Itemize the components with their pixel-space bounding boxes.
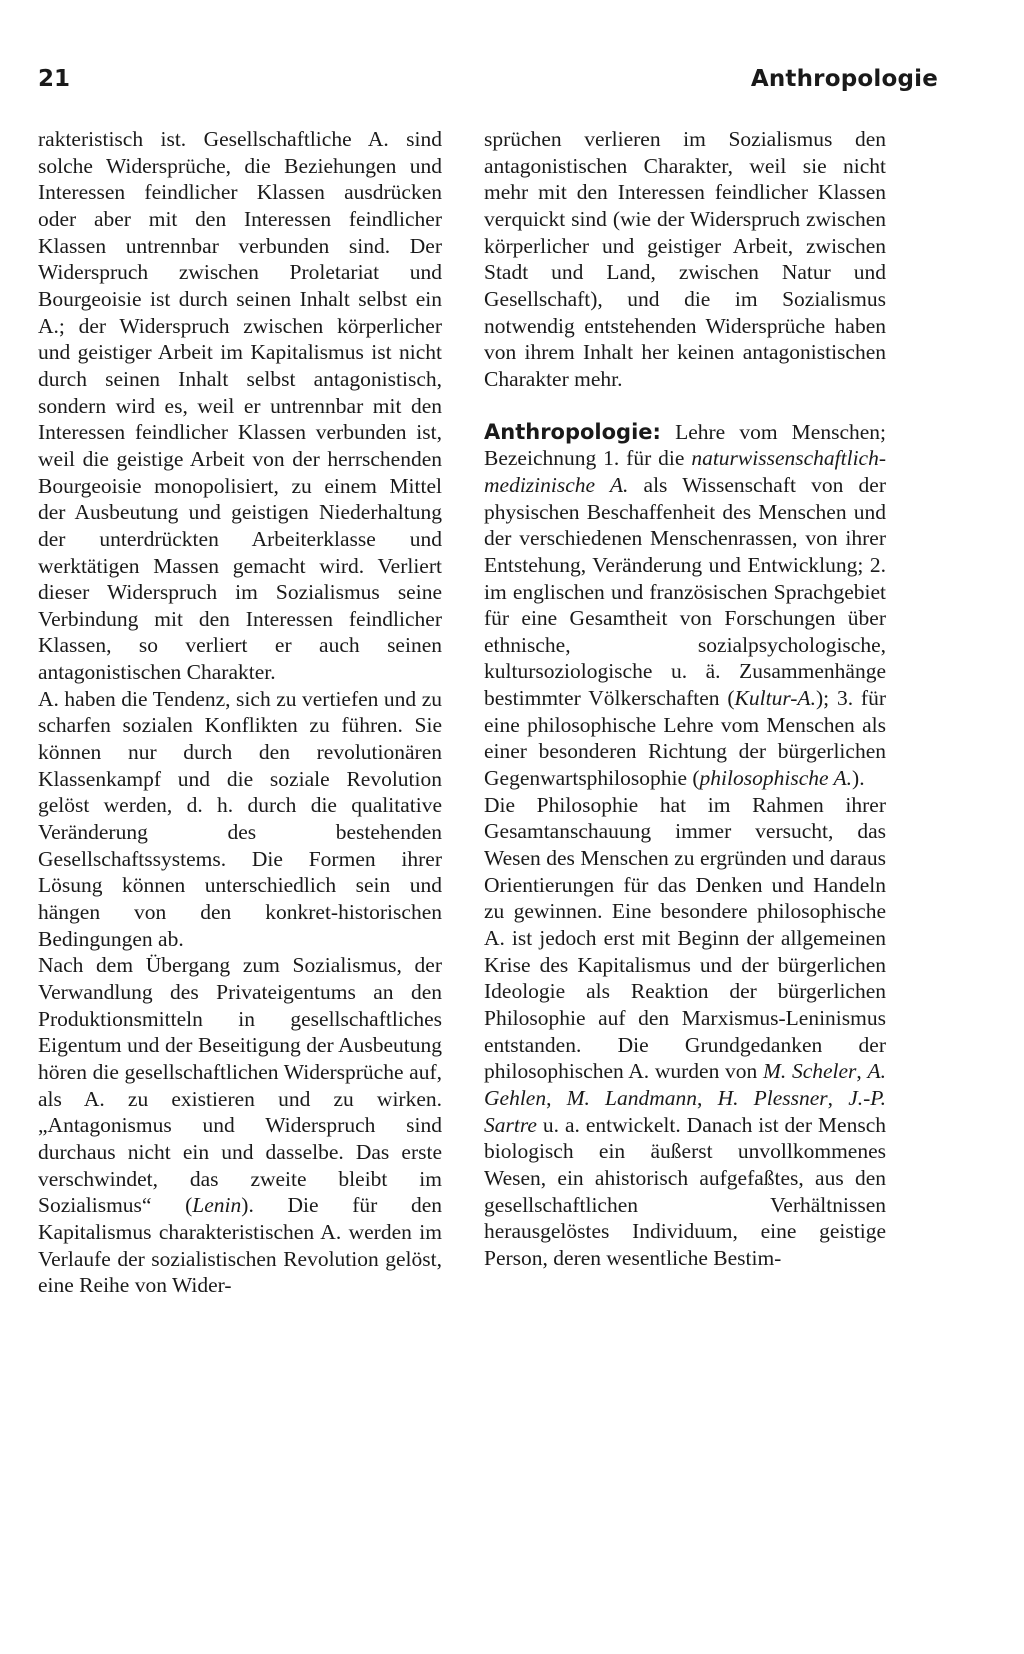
right-paragraph-1: sprüchen verlieren im Sozialismus den antagonistischen Charakter, weil sie nicht mehr mit den Interessen feindlicher Klassen verquickt sind (wie der Widerspruch zwischen körperlicher und geistiger Arbeit, zwischen Stadt und Land, zwischen Natur und Gesellschaft), und die im Sozialismus notwendig entstehenden Widersprüche haben von ihrem Inhalt her keinen antagonistischen Charakter mehr. xyxy=(484,127,886,391)
entry-term: Anthropologie: xyxy=(484,419,661,444)
entry-text-4: ). xyxy=(852,766,865,791)
author-sartre: J.-P. Sartre xyxy=(484,1085,887,1137)
name-separator: , xyxy=(827,1085,849,1110)
entry-italic-2: Kultur-A. xyxy=(734,686,816,711)
left-paragraph-3-text-b: ). Die für den Kapitalismus charakteristischen A. werden im Verlaufe der sozialistischen Revolution gelöst, eine Reihe von Wider- xyxy=(38,1193,442,1298)
entry-text-2: als Wissenschaft von der physischen Beschaffenheit des Menschen und der verschiedenen Menschenrassen, von ihrer Entstehung, Veränderung und Entwicklung; 2. im englischen und französischen Sprachgebiet für eine Gesamtheit von Forschungen über ethnische, sozialpsychologische, kultursoziologische u. ä. Zusammenhänge bestimmter Völkerschaften ( xyxy=(484,472,886,711)
name-separator: , xyxy=(856,1059,868,1084)
page-number: 21 xyxy=(38,66,71,92)
right-paragraph-3-text-a: Die Philosophie hat im Rahmen ihrer Gesamtanschauung immer versucht, das Wesen des Menschen zu ergründen und daraus Orientierungen für das Denken und Handeln zu gewinnen. Eine besondere philosophische A. ist jedoch erst mit Beginn der allgemeinen Krise des Kapitalismus und der bürgerlichen Ideologie als Reaktion der bürgerlichen Philosophie auf den Marxismus-Leninismus entstanden. Die Grundgedanken der philosophischen A. wurden von xyxy=(484,792,886,1084)
entry-text-3: ); 3. für eine philosophische Lehre vom Menschen als einer besonderen Richtung der bürgerlichen Gegenwartsphilosophie ( xyxy=(484,686,886,791)
left-paragraph-3-text-a: Nach dem Übergang zum Sozialismus, der Verwandlung des Privateigentums an den Produktionsmitteln in gesellschaftliches Eigentum und der Beseitigung der Ausbeutung hören die gesellschaftlichen Widersprüche auf, als A. zu existieren und zu wirken. „Antagonismus und Widerspruch sind durchaus nicht ein und dasselbe. Das erste verschwindet, das zweite bleibt im Sozialismus“ ( xyxy=(38,953,442,1218)
author-landmann: M. Landmann xyxy=(566,1085,698,1110)
left-paragraph-3 xyxy=(38,952,442,1299)
page-header xyxy=(38,66,986,106)
left-column xyxy=(38,126,442,1299)
left-paragraph-1: rakteristisch ist. Gesellschaftliche A. sind solche Widersprüche, die Beziehungen und Interessen feindlicher Klassen ausdrücken oder aber mit den Interessen feindlicher Klassen untrennbar verbunden sind. Der Widerspruch zwischen Proletariat und Bourgeoisie ist durch seinen Inhalt selbst ein A.; der Widerspruch zwischen körperlicher und geistiger Arbeit im Kapitalismus ist nicht durch seinen Inhalt selbst antagonistisch, sondern wird es, weil er untrennbar mit den Interessen feindlicher Klassen verbunden ist, weil die geistige Arbeit von der herrschenden Bourgeoisie monopolisiert, zu einem Mittel der Ausbeutung und geistigen Niederhaltung der unterdrückten Arbeiterklasse und werktätigen Massen gemacht wird. Verliert dieser Widerspruch im Sozialismus seine Verbindung mit den Interessen feindlicher Klassen, so verliert er auch seinen antagonistischen Charakter. xyxy=(38,127,442,685)
right-paragraph-3 xyxy=(484,792,886,1272)
entry-spacer xyxy=(484,393,886,419)
name-separator: , xyxy=(697,1085,718,1110)
entry-italic-3: philosophische A. xyxy=(699,766,853,791)
entry-italic-1: naturwissenschaftlich-medizinische A. xyxy=(484,446,886,497)
running-head: Anthropologie xyxy=(750,66,938,92)
right-paragraph-3-text-b: u. a. entwickelt. Danach ist der Mensch biologisch ein äußerst unvollkommenes Wesen, ein ahistorisch aufgefaßtes, aus den gesellschaftlichen Verhältnissen herausgelöstes Individuum, eine geistige Person, deren wesentliche Bestim- xyxy=(484,1112,886,1270)
right-column xyxy=(484,126,886,1272)
entry-anthropologie xyxy=(484,419,886,792)
author-gehlen: A. Gehlen xyxy=(484,1059,887,1110)
author-lenin: Lenin xyxy=(192,1193,242,1218)
author-plessner: H. Plessner xyxy=(717,1085,828,1110)
name-separator: , xyxy=(546,1085,567,1110)
left-paragraph-2: A. haben die Tendenz, sich zu vertiefen und zu scharfen sozialen Konflikten zu führen. Sie können nur durch den revolutionären Klassenkampf und die soziale Revolution gelöst werden, d. h. durch die qualitative Veränderung des bestehenden Gesellschaftssystems. Die Formen ihrer Lösung können unterschiedlich sein und hängen von den konkret-historischen Bedingungen ab. xyxy=(38,686,442,951)
entry-text-1: Lehre vom Menschen; Bezeichnung 1. für die xyxy=(484,419,886,471)
author-scheler: M. Scheler xyxy=(762,1059,857,1084)
